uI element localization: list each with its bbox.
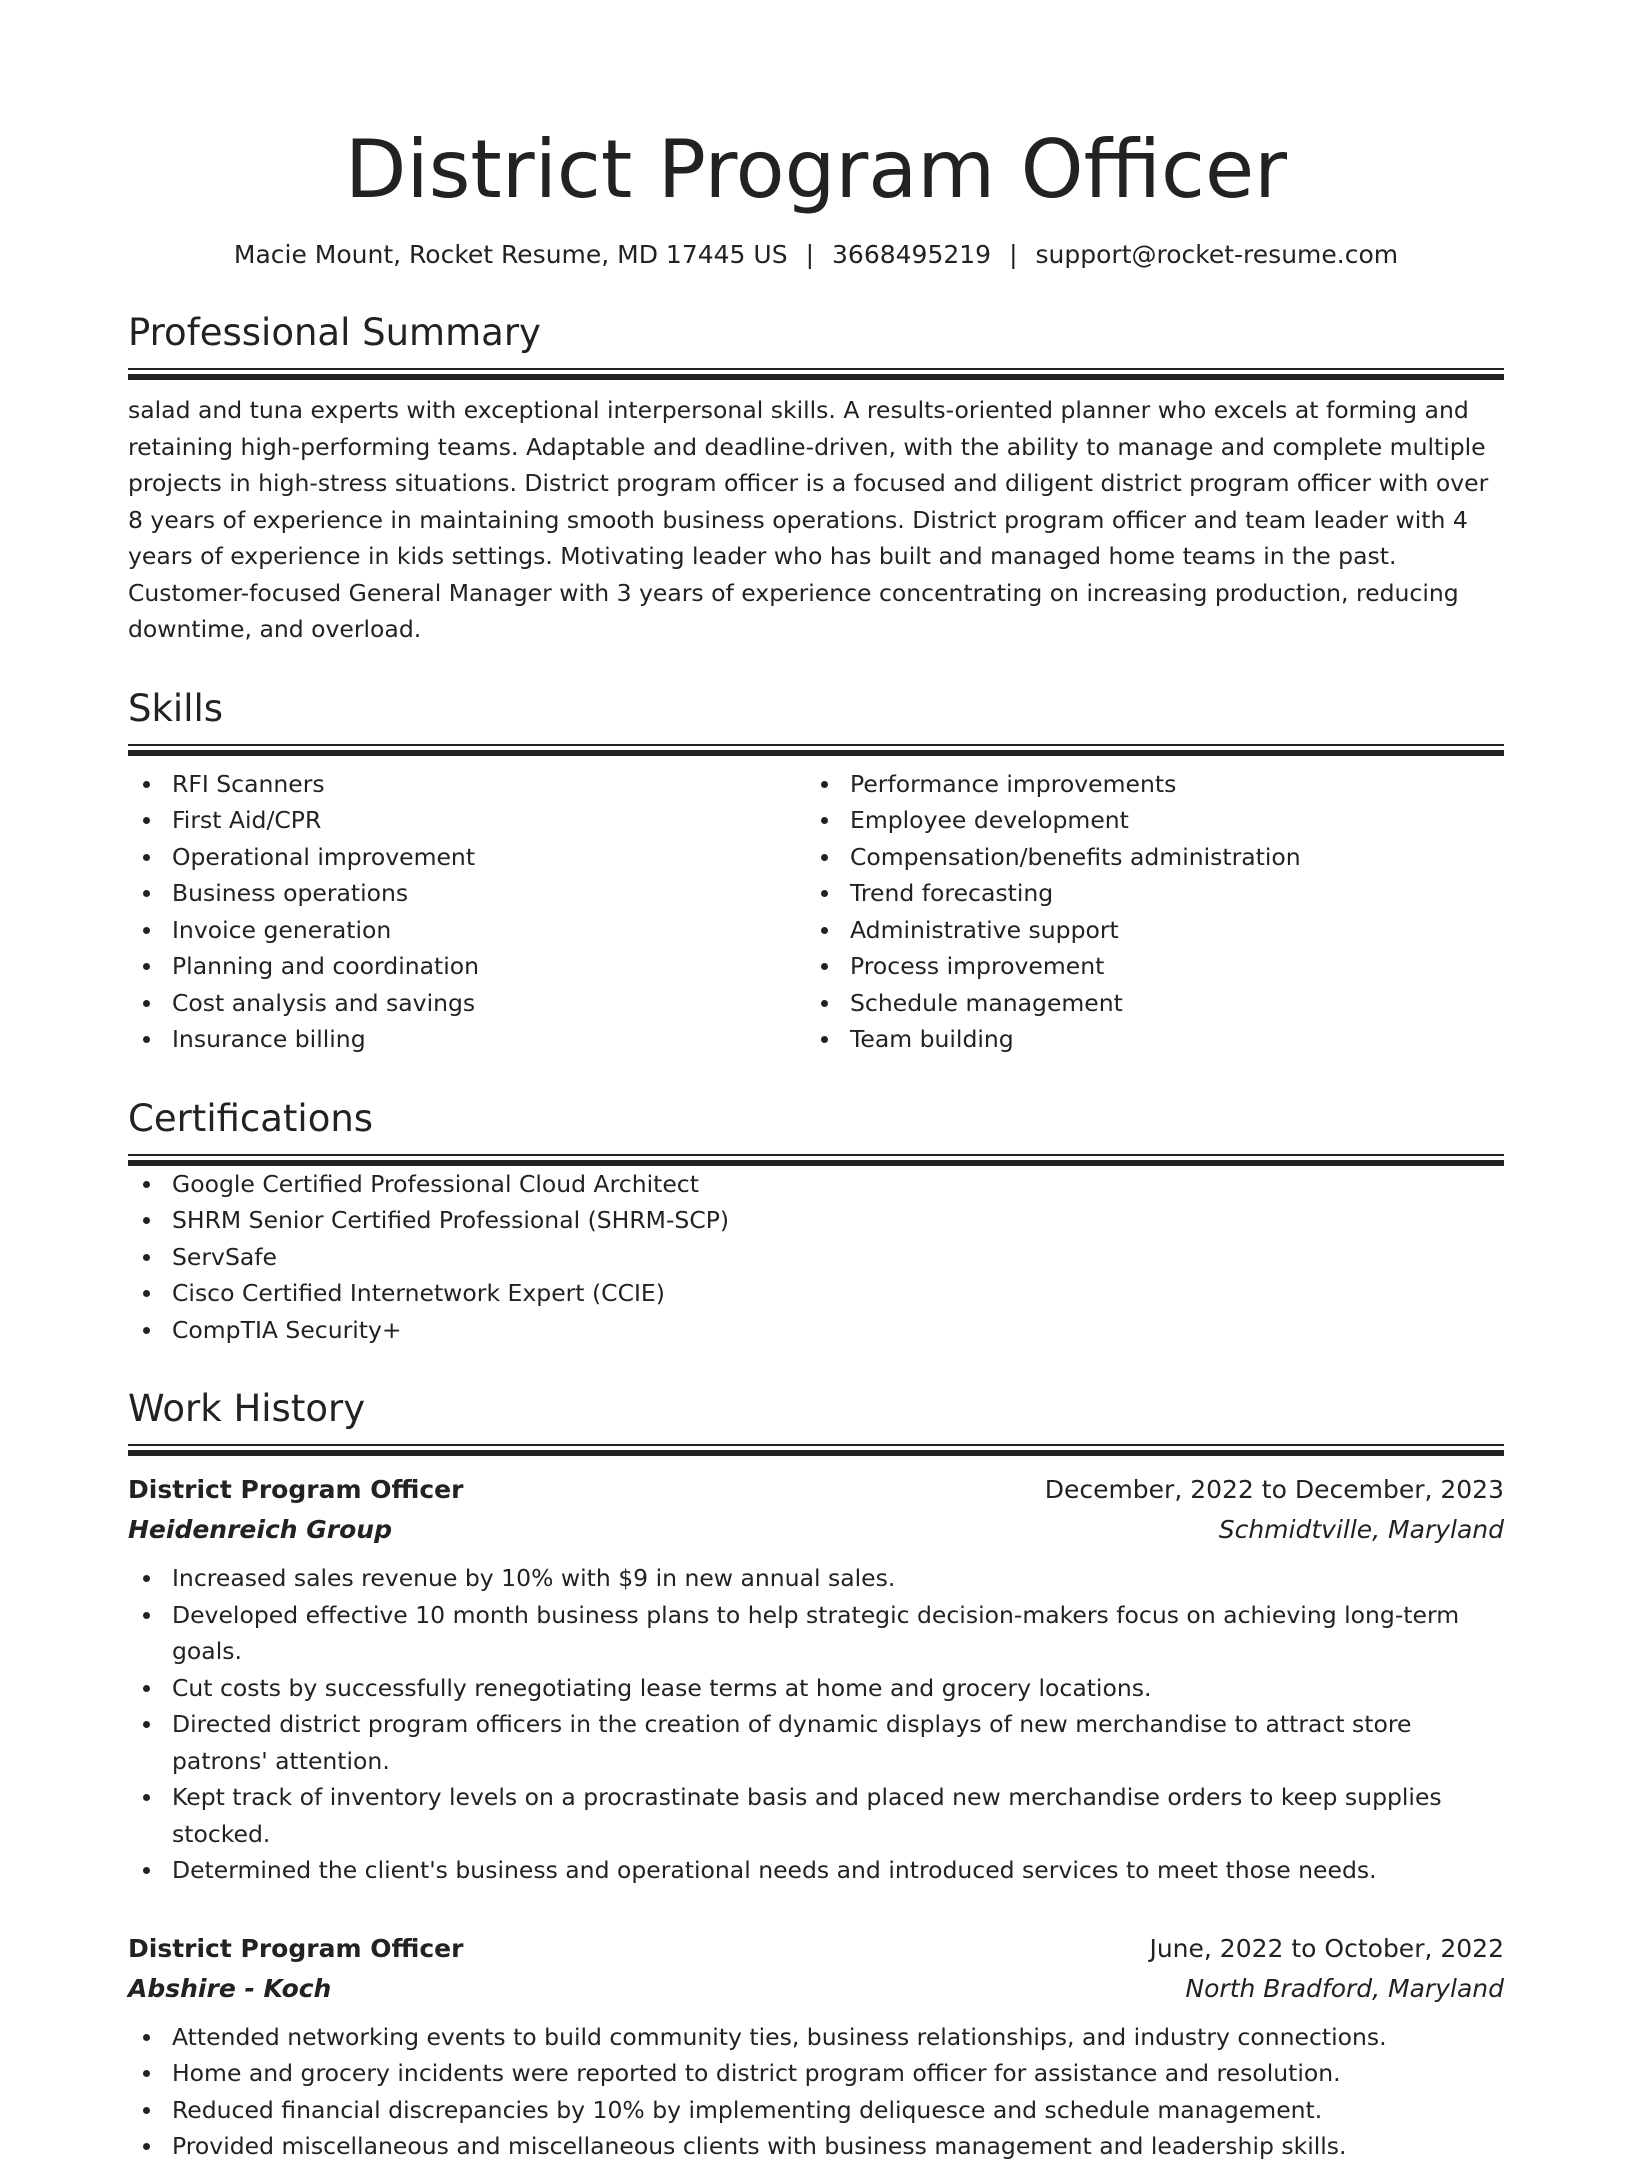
- certification-item: Cisco Certified Internetwork Expert (CCIE): [128, 1275, 1504, 1312]
- skill-item: Business operations: [128, 875, 806, 912]
- certification-item: SHRM Senior Certified Professional (SHRM-SCP): [128, 1202, 1504, 1239]
- section-heading-skills: Skills: [128, 686, 224, 730]
- certification-item: Google Certified Professional Cloud Architect: [128, 1166, 1504, 1203]
- job-company-row: [128, 1510, 1504, 1550]
- job-bullets: [128, 1560, 1504, 1889]
- certification-item: CompTIA Security+: [128, 1312, 1504, 1349]
- skill-item: Planning and coordination: [128, 948, 806, 985]
- page-title: District Program Officer: [344, 123, 1288, 216]
- job-bullet: Attended networking events to build community ties, business relationships, and industry connections.: [128, 2019, 1504, 2056]
- skill-item: Operational improvement: [128, 839, 806, 876]
- skill-item: Invoice generation: [128, 912, 806, 949]
- job-dates: June, 2022 to October, 2022: [1149, 1933, 1504, 1963]
- skill-item: Process improvement: [806, 948, 1484, 985]
- job-entry: [128, 1929, 1504, 2165]
- skill-item: RFI Scanners: [128, 766, 806, 803]
- skill-item: First Aid/CPR: [128, 802, 806, 839]
- job-dates: December, 2022 to December, 2023: [1044, 1475, 1504, 1504]
- section-divider: [128, 744, 1504, 756]
- contact-phone: 3668495219: [832, 240, 992, 269]
- job-bullets: [128, 2019, 1504, 2165]
- skill-item: Cost analysis and savings: [128, 985, 806, 1022]
- job-location: Schmidtville, Maryland: [1218, 1515, 1504, 1544]
- contact-separator: |: [1009, 240, 1018, 269]
- job-company-row: [128, 1969, 1504, 2009]
- work-history-section: [128, 1386, 1504, 2165]
- job-location: North Bradford, Maryland: [1185, 1973, 1504, 2003]
- certification-item: ServSafe: [128, 1239, 1504, 1276]
- skill-item: Performance improvements: [806, 766, 1484, 803]
- job-title: District Program Officer: [128, 1933, 464, 1963]
- resume-page: [128, 120, 1504, 2165]
- job-company: Heidenreich Group: [128, 1515, 392, 1544]
- skills-section: [128, 686, 1504, 1058]
- job-bullet: Developed effective 10 month business plans to help strategic decision-makers focus on achieving long-term goals.: [128, 1597, 1504, 1670]
- job-entry: [128, 1470, 1504, 1889]
- skills-column-right: [806, 766, 1484, 1058]
- contact-email: support@rocket-resume.com: [1035, 240, 1399, 269]
- skills-column-left: [128, 766, 806, 1058]
- contact-address: Macie Mount, Rocket Resume, MD 17445 US: [233, 240, 788, 269]
- skills-columns: [128, 766, 1504, 1058]
- skill-item: Trend forecasting: [806, 875, 1484, 912]
- job-header-row: [128, 1470, 1504, 1510]
- job-bullet: Directed district program officers in the creation of dynamic displays of new merchandise to attract store patrons' attention.: [128, 1706, 1504, 1779]
- job-title: District Program Officer: [128, 1475, 464, 1504]
- section-divider: [128, 368, 1504, 380]
- contact-separator: |: [805, 240, 815, 269]
- job-bullet: Kept track of inventory levels on a procrastinate basis and placed new merchandise orders to keep supplies stocked.: [128, 1779, 1504, 1852]
- job-bullet: Provided miscellaneous and miscellaneous clients with business management and leadership skills.: [128, 2128, 1504, 2165]
- certifications-section: [128, 1096, 1504, 1349]
- job-bullet: Determined the client's business and operational needs and introduced services to meet those needs.: [128, 1852, 1504, 1889]
- section-heading-certifications: Certifications: [128, 1096, 374, 1140]
- job-bullet: Home and grocery incidents were reported to district program officer for assistance and resolution.: [128, 2055, 1504, 2092]
- job-bullet: Increased sales revenue by 10% with $9 in new annual sales.: [128, 1560, 1504, 1597]
- section-divider: [128, 1154, 1504, 1166]
- skill-item: Employee development: [806, 802, 1484, 839]
- summary-section: [128, 310, 1504, 648]
- section-heading-summary: Professional Summary: [128, 311, 541, 354]
- section-divider: [128, 1444, 1504, 1456]
- certification-list: [128, 1166, 1504, 1349]
- skill-item: Compensation/benefits administration: [806, 839, 1484, 876]
- summary-text: salad and tuna experts with exceptional interpersonal skills. A results-oriented planner who excels at forming and retaining high-performing teams. Adaptable and deadline-driven, with the ability to manage and complete multiple projects in high-stress situations. District program officer is a focused and diligent district program officer with over 8 years of experience in maintaining smooth business operations. District program officer and team leader with 4 years of experience in kids settings. Motivating leader who has built and managed home teams in the past. Customer-focused General Manager with 3 years of experience concentrating on increasing production, reducing downtime, and overload.: [128, 396, 1489, 643]
- skill-item: Team building: [806, 1021, 1484, 1058]
- job-header-row: [128, 1929, 1504, 1969]
- section-heading-work-history: Work History: [128, 1387, 366, 1430]
- job-bullet: Reduced financial discrepancies by 10% by implementing deliquesce and schedule management.: [128, 2092, 1504, 2129]
- skill-item: Administrative support: [806, 912, 1484, 949]
- contact-line: [128, 238, 1504, 272]
- skill-item: Schedule management: [806, 985, 1484, 1022]
- job-company: Abshire - Koch: [128, 1973, 332, 2003]
- job-bullet: Cut costs by successfully renegotiating lease terms at home and grocery locations.: [128, 1670, 1504, 1707]
- skill-item: Insurance billing: [128, 1021, 806, 1058]
